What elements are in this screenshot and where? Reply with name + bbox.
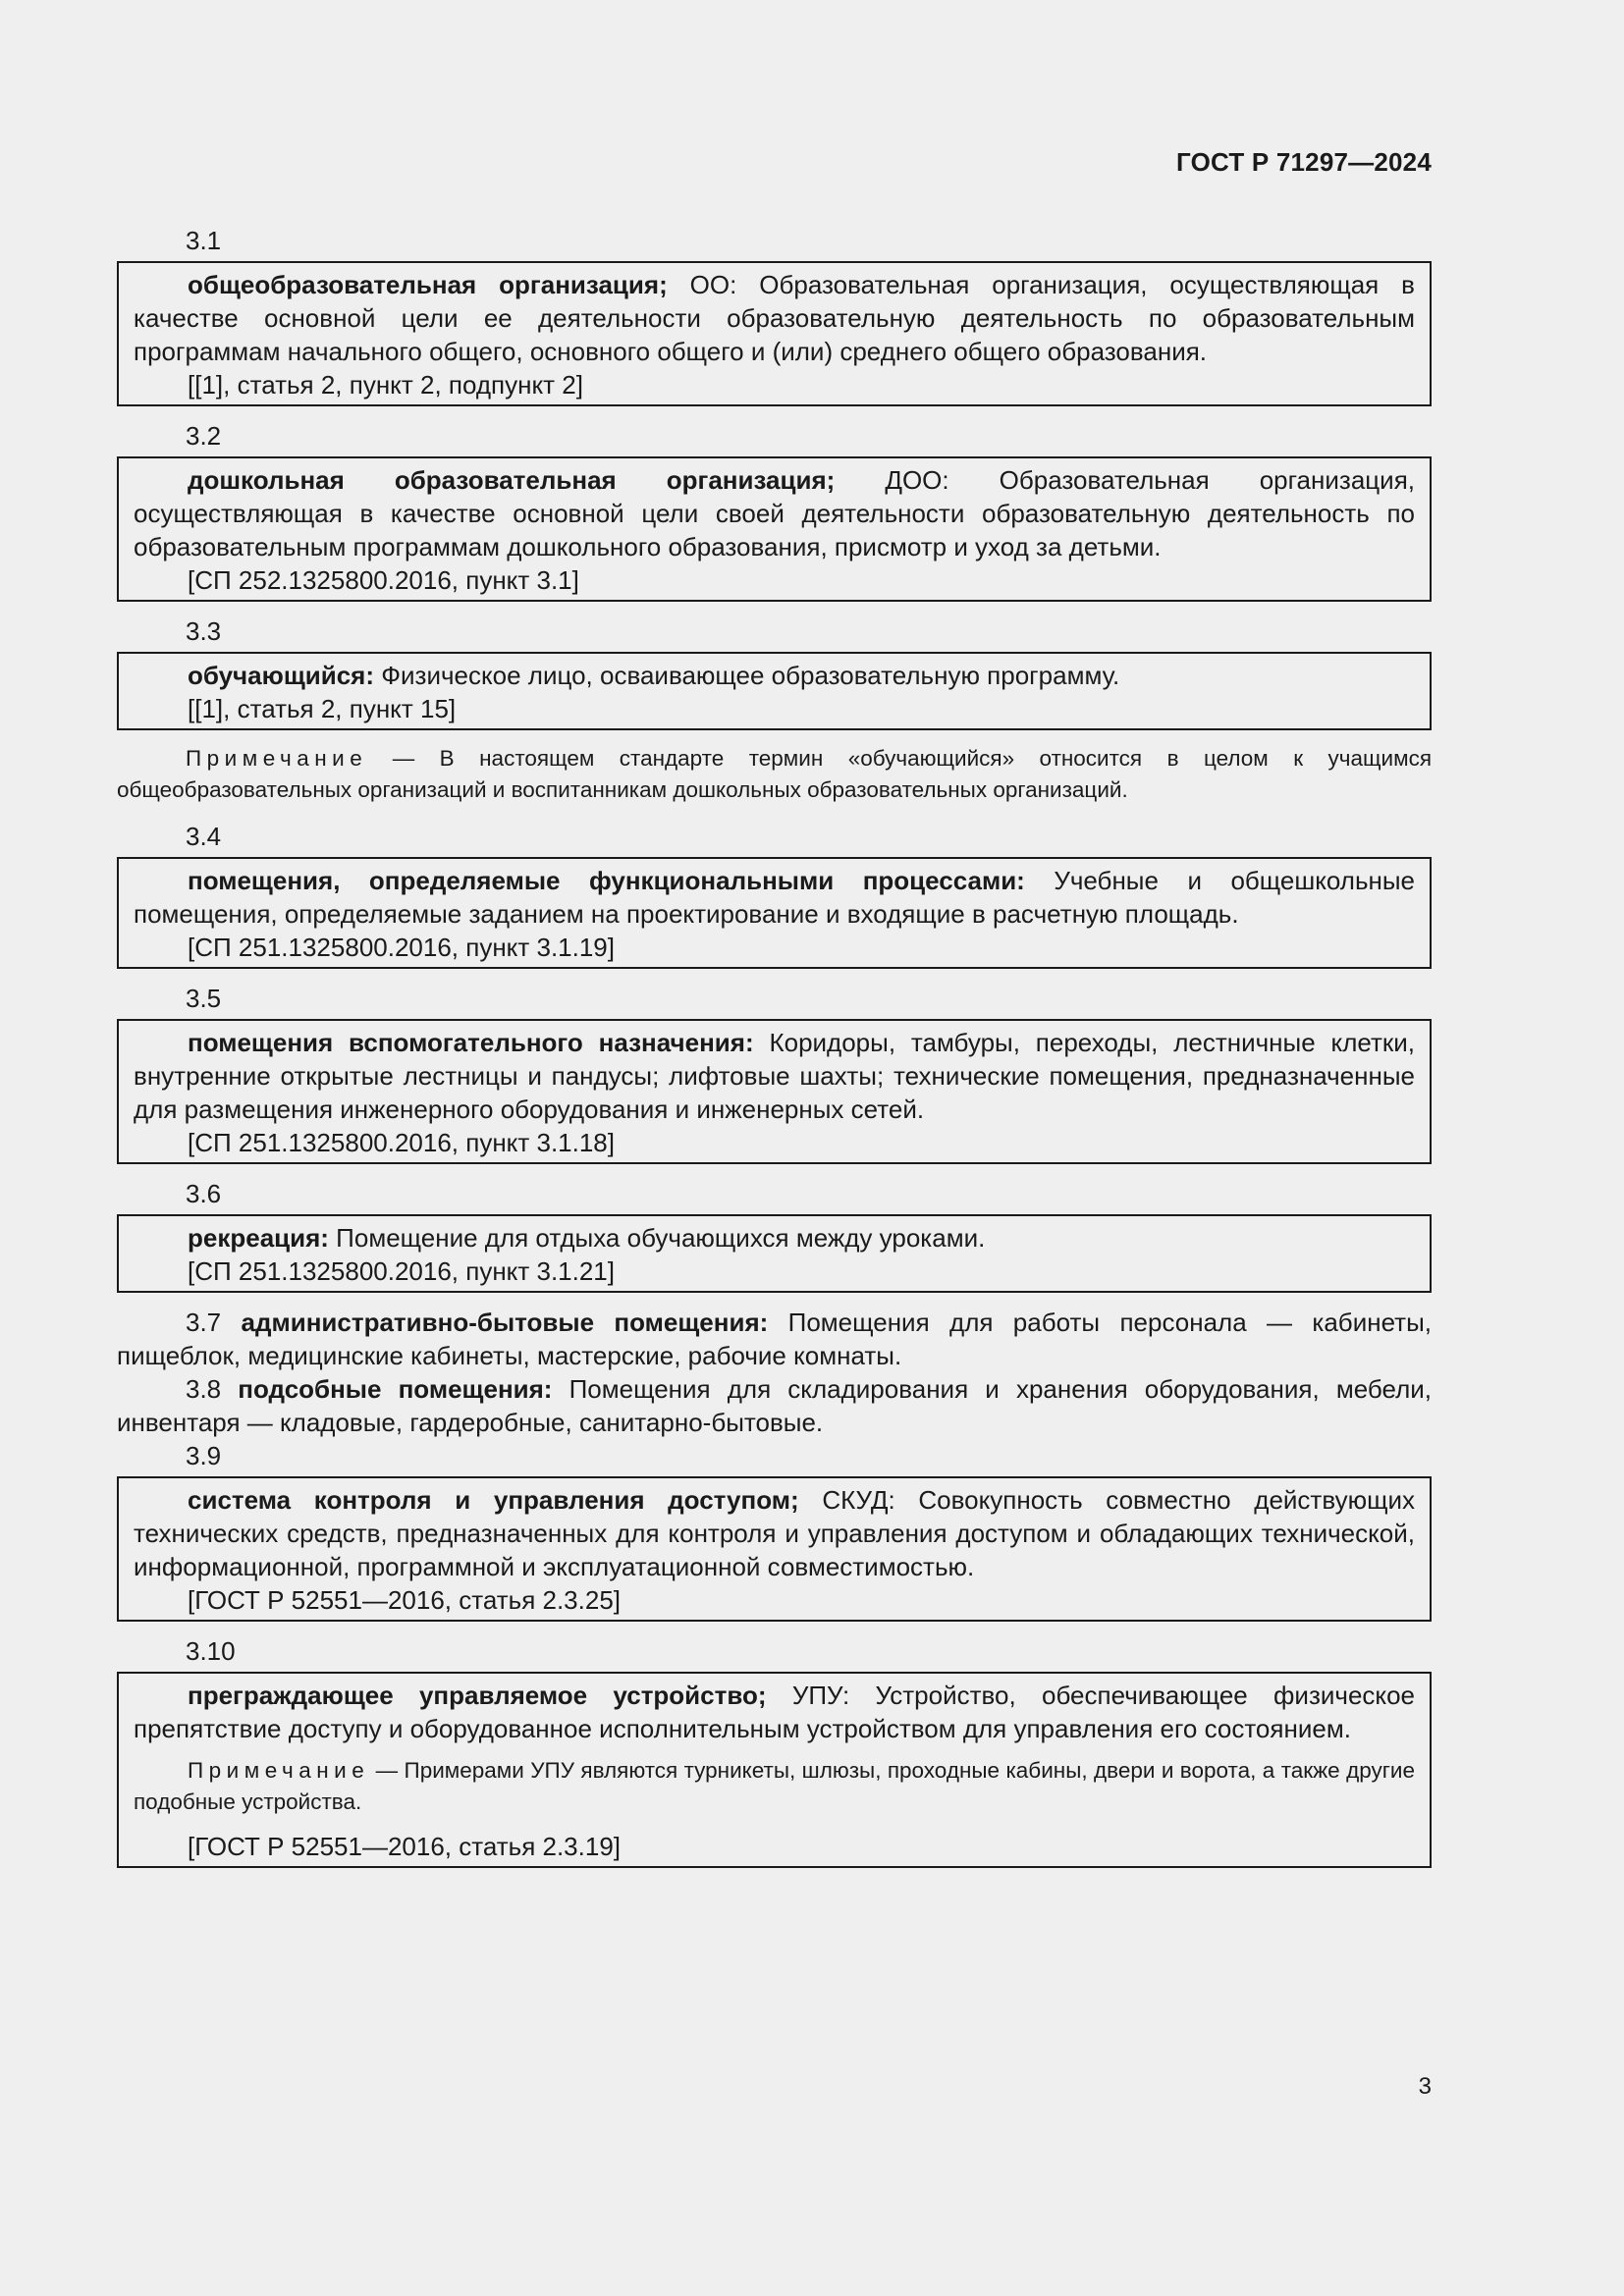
definition-text: УПУ: Устройство, обеспечивающее физическое препятствие доступу и оборудованное исполнительным устройством для управления его состоянием.: [134, 1681, 1415, 1743]
definition-text: Коридоры, тамбуры, переходы, лестничные клетки, внутренние открытые лестницы и пандусы; лифтовые шахты; технические помещения, предназначенные для размещения инженерного оборудования и инженерных сетей.: [134, 1028, 1415, 1124]
term-definition: [134, 1026, 1415, 1126]
term-definition: [134, 1221, 1415, 1255]
term-source: [ГОСТ Р 52551—2016, статья 2.3.19]: [188, 1832, 622, 1861]
term-box: [117, 652, 1432, 730]
term-definition: [134, 1483, 1415, 1583]
term-source: [[1], статья 2, пункт 15]: [188, 694, 457, 723]
term-paragraph: [117, 1306, 1432, 1372]
term-source: [СП 251.1325800.2016, пункт 3.1.19]: [188, 933, 615, 962]
term-note: [134, 1755, 1415, 1818]
term-box: [117, 857, 1432, 969]
term-definition: [134, 1679, 1415, 1745]
term-name: подсобные помещения:: [238, 1374, 553, 1404]
term-source: [[1], статья 2, пункт 2, подпункт 2]: [188, 370, 583, 400]
entry-number: 3.7: [186, 1308, 222, 1337]
term-name: рекреация:: [188, 1223, 329, 1253]
term-source: [СП 251.1325800.2016, пункт 3.1.18]: [188, 1128, 615, 1157]
term-box: [117, 456, 1432, 602]
term-definition: [134, 268, 1415, 368]
term-box: [117, 1214, 1432, 1293]
note-text: — В настоящем стандарте термин «обучающийся» относится в целом к учащимся общеобразовательных организаций и воспитанникам дошкольных образовательных организаций.: [117, 746, 1432, 802]
term-name: помещения вспомогательного назначения:: [188, 1028, 754, 1057]
entry-number: 3.8: [186, 1374, 222, 1404]
term-note: [117, 743, 1432, 806]
note-label: Примечание: [186, 746, 368, 771]
term-name: преграждающее управляемое устройство;: [188, 1681, 767, 1710]
term-source: [ГОСТ Р 52551—2016, статья 2.3.25]: [188, 1585, 622, 1615]
term-box: [117, 1476, 1432, 1622]
term-definition: [134, 864, 1415, 931]
term-box: [117, 261, 1432, 406]
term-name: общеобразовательная организация;: [188, 270, 668, 299]
term-name: помещения, определяемые функциональными процессами:: [188, 866, 1025, 895]
entry-number: 3.6: [186, 1179, 222, 1208]
term-name: административно-бытовые помещения:: [241, 1308, 769, 1337]
definition-text: ДОО: Образовательная организация, осуществляющая в качестве основной цели своей деятельности образовательную деятельность по образовательным программам дошкольного образования, присмотр и уход за детьми.: [134, 465, 1415, 561]
definition-text: СКУД: Совокупность совместно действующих технических средств, предназначенных для контроля и управления доступом и обладающих технической, информационной, программной и эксплуатационной совместимостью.: [134, 1485, 1415, 1581]
term-box: [117, 1672, 1432, 1868]
term-name: система контроля и управления доступом;: [188, 1485, 799, 1515]
definition-text: Помещения для работы персонала — кабинеты, пищеблок, медицинские кабинеты, мастерские, рабочие комнаты.: [117, 1308, 1432, 1370]
entry-number: 3.9: [186, 1441, 222, 1470]
entry-number: 3.4: [186, 822, 222, 851]
term-definition: [134, 463, 1415, 563]
entry-number: 3.3: [186, 616, 222, 646]
entry-number: 3.5: [186, 984, 222, 1013]
term-name: обучающийся:: [188, 661, 375, 690]
definition-text: Физическое лицо, осваивающее образовательную программу.: [374, 661, 1120, 690]
term-name: дошкольная образовательная организация;: [188, 465, 836, 495]
page-number: 3: [1418, 2073, 1432, 2100]
term-box: [117, 1019, 1432, 1164]
definition-text: Помещение для отдыха обучающихся между уроками.: [328, 1223, 986, 1253]
definition-text: ОО: Образовательная организация, осуществляющая в качестве основной цели ее деятельности образовательную деятельность по образовательным программам начального общего, основного общего и (или) среднего общего образования.: [134, 270, 1415, 366]
terms-section: [117, 224, 1432, 1881]
document-header: ГОСТ Р 71297—2024: [1176, 147, 1432, 177]
note-label: Примечание: [188, 1758, 370, 1783]
term-definition: [134, 659, 1415, 692]
term-source: [СП 251.1325800.2016, пункт 3.1.21]: [188, 1256, 615, 1286]
term-source: [СП 252.1325800.2016, пункт 3.1]: [188, 565, 579, 595]
entry-number: 3.10: [186, 1636, 236, 1666]
note-text: — Примерами УПУ являются турникеты, шлюзы, проходные кабины, двери и ворота, а также другие подобные устройства.: [134, 1758, 1415, 1814]
definition-text: Помещения для складирования и хранения оборудования, мебели, инвентаря — кладовые, гардеробные, санитарно-бытовые.: [117, 1374, 1432, 1437]
definition-text: Учебные и общешкольные помещения, определяемые заданием на проектирование и входящие в расчетную площадь.: [134, 866, 1416, 929]
entry-number: 3.2: [186, 421, 222, 451]
entry-number: 3.1: [186, 226, 222, 255]
term-paragraph: [117, 1372, 1432, 1439]
